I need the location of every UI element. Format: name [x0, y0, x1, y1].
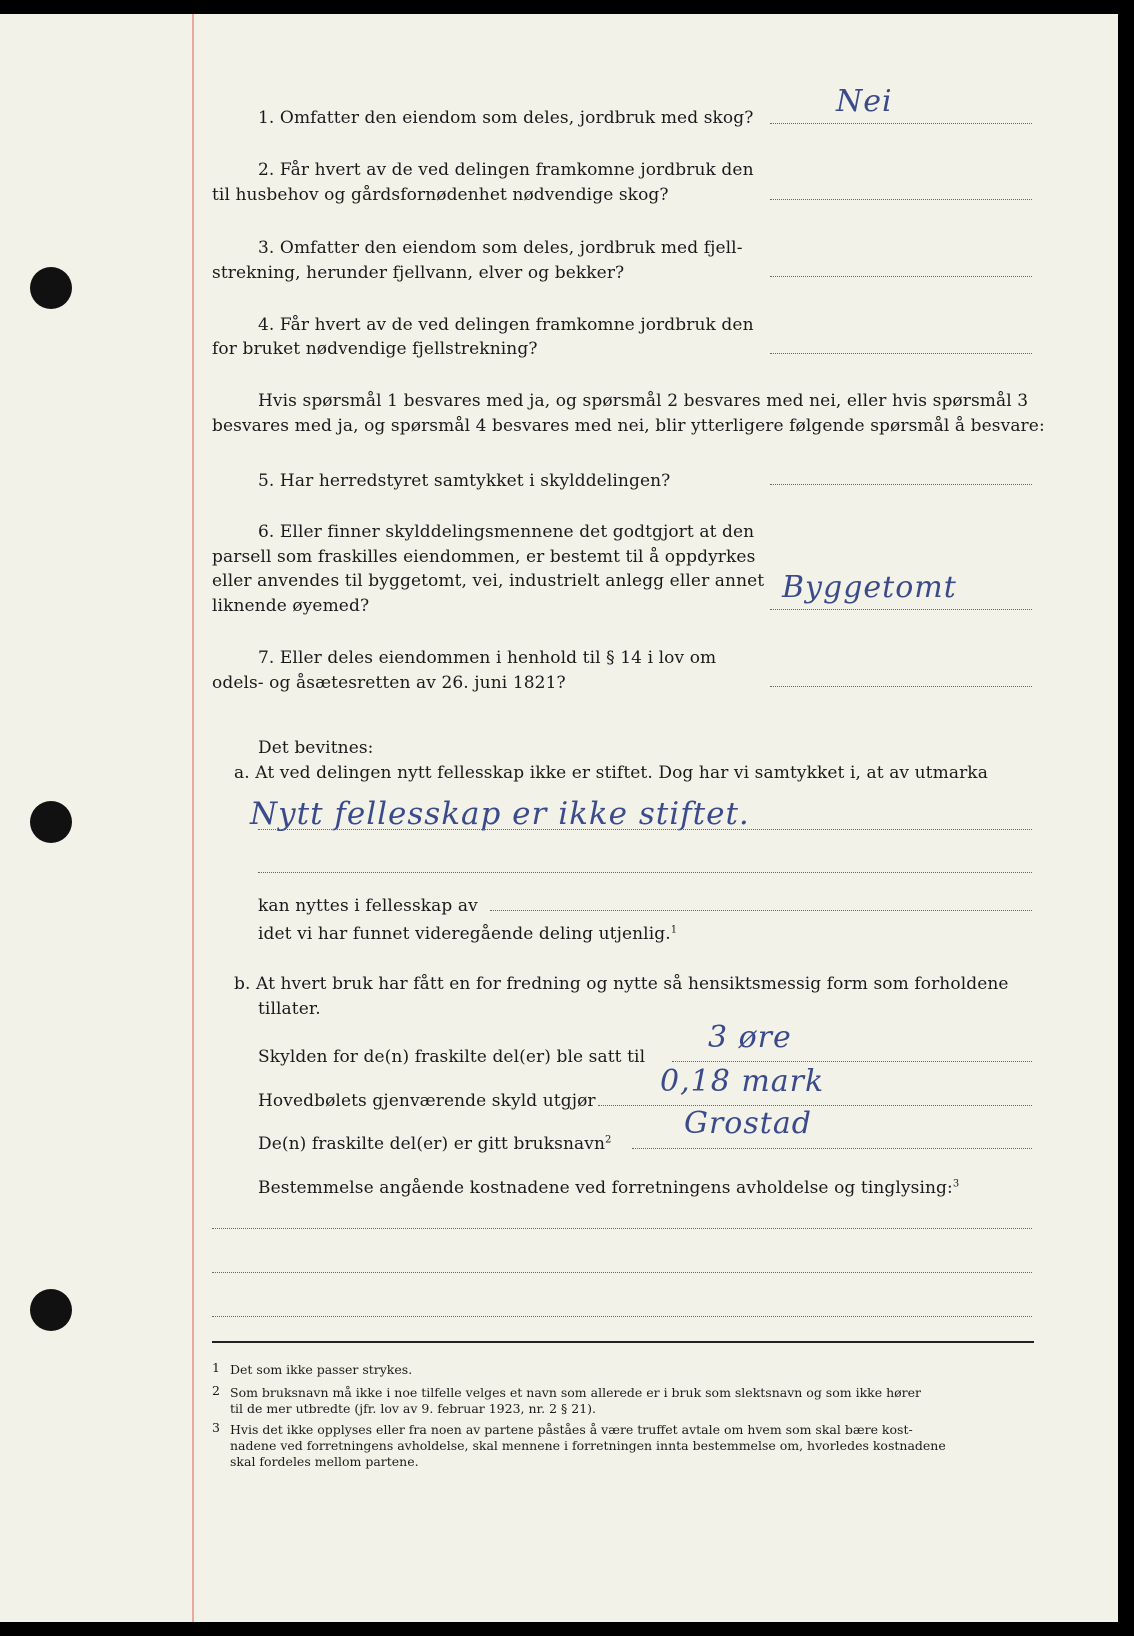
footnote-1: Det som ikke passer strykes. — [230, 1362, 413, 1377]
question-3-line2: strekning, herunder fjellvann, elver og bekker? — [212, 263, 625, 283]
punch-hole-middle — [30, 801, 72, 843]
question-5: 5. Har herredstyret samtykket i skylddelingen? — [258, 471, 671, 491]
certify-a-handwritten: Nytt fellesskap er ikke stiftet. — [250, 796, 750, 832]
document-page — [0, 14, 1118, 1622]
question-2-line1: 2. Får hvert av de ved delingen framkomne jordbruk den — [258, 160, 754, 180]
question-6-line4: liknende øyemed? — [212, 596, 370, 616]
question-4-line2: for bruket nødvendige fjellstrekning? — [212, 339, 538, 359]
footnote-1-number: 1 — [212, 1360, 220, 1375]
certify-b-line1: b. At hvert bruk har fått en for fredning og nytte så hensiktsmessig form som forholdene — [234, 974, 1009, 994]
answer-1-handwritten: Nei — [836, 84, 893, 119]
question-6-line1: 6. Eller finner skylddelingsmennene det godtgjort at den — [258, 522, 755, 542]
footnote-2-line2: til de mer utbredte (jfr. lov av 9. februar 1923, nr. 2 § 21). — [230, 1401, 596, 1416]
punch-hole-top — [30, 267, 72, 309]
condition-line2: besvares med ja, og spørsmål 4 besvares med nei, blir ytterligere følgende spørsmål å besvare: — [212, 416, 1045, 436]
costs-line-3 — [212, 1316, 1032, 1317]
condition-line1: Hvis spørsmål 1 besvares med ja, og spørsmål 2 besvares med nei, eller hvis spørsmål 3 — [258, 391, 1029, 411]
certify-b-line2: tillater. — [258, 999, 321, 1019]
certify-a-line: a. At ved delingen nytt fellesskap ikke er stiftet. Dog har vi samtykket i, at av utmarka — [234, 763, 988, 783]
costs-label: Bestemmelse angående kostnadene ved forretningens avholdelse og tinglysing:$^3$ — [258, 1178, 960, 1198]
question-4-line1: 4. Får hvert av de ved delingen framkomne jordbruk den — [258, 315, 754, 335]
bruksnavn-label: De(n) fraskilte del(er) er gitt bruksnavn$^2$ — [258, 1134, 612, 1154]
skyld-line — [672, 1061, 1032, 1062]
hovedbol-line — [598, 1105, 1032, 1106]
bruksnavn-value-handwritten: Grostad — [684, 1106, 812, 1141]
question-6-line3: eller anvendes til byggetomt, vei, industrielt anlegg eller annet — [212, 571, 765, 591]
skyld-label: Skylden for de(n) fraskilte del(er) ble satt til — [258, 1047, 646, 1067]
answer-line-3 — [770, 276, 1032, 277]
shared-use-line — [490, 910, 1032, 911]
question-2-line2: til husbehov og gårdsfornødenhet nødvendige skog? — [212, 185, 669, 205]
margin-line — [192, 14, 194, 1622]
answer-line-7 — [770, 686, 1032, 687]
answer-line-6 — [770, 609, 1032, 610]
hovedbol-label: Hovedbølets gjenværende skyld utgjør — [258, 1091, 596, 1111]
bruksnavn-line — [632, 1148, 1032, 1149]
question-6-line2: parsell som fraskilles eiendommen, er bestemt til å oppdyrkes — [212, 547, 756, 567]
certify-heading: Det bevitnes: — [258, 738, 374, 758]
footnote-3-line3: skal fordeles mellom partene. — [230, 1454, 419, 1469]
hovedbol-value-handwritten: 0,18 mark — [660, 1064, 825, 1099]
footnote-3-line1: Hvis det ikke opplyses eller fra noen av partene påståes å være truffet avtale om hvem som skal bære kost- — [230, 1422, 913, 1437]
utmark-line-1 — [258, 829, 1032, 830]
footnote-2-line1: Som bruksnavn må ikke i noe tilfelle velges et navn som allerede er i bruk som slektsnavn og som ikke hører — [230, 1385, 922, 1400]
question-7-line2: odels- og åsætesretten av 26. juni 1821? — [212, 673, 566, 693]
footnote-3-number: 3 — [212, 1420, 220, 1435]
punch-hole-bottom — [30, 1289, 72, 1331]
utmark-line-2 — [258, 872, 1032, 873]
answer-line-5 — [770, 484, 1032, 485]
answer-line-1 — [770, 123, 1032, 124]
footnote-3-line2: nadene ved forretningens avholdelse, skal mennene i forretningen innta bestemmelse om, hvorledes kostnadene — [230, 1438, 946, 1453]
costs-line-1 — [212, 1228, 1032, 1229]
footnote-2-number: 2 — [212, 1383, 220, 1398]
question-3-line1: 3. Omfatter den eiendom som deles, jordbruk med fjell- — [258, 238, 743, 258]
no-further-division: idet vi har funnet videregående deling utjenlig.$^1$ — [258, 924, 678, 944]
skyld-value-handwritten: 3 øre — [708, 1020, 792, 1055]
shared-use-label: kan nyttes i fellesskap av — [258, 896, 478, 916]
question-1: 1. Omfatter den eiendom som deles, jordbruk med skog? — [258, 108, 754, 128]
question-7-line1: 7. Eller deles eiendommen i henhold til § 14 i lov om — [258, 648, 717, 668]
costs-line-2 — [212, 1272, 1032, 1273]
footnote-divider — [212, 1341, 1034, 1343]
answer-6-handwritten: Byggetomt — [782, 570, 957, 605]
answer-line-4 — [770, 353, 1032, 354]
answer-line-2 — [770, 199, 1032, 200]
